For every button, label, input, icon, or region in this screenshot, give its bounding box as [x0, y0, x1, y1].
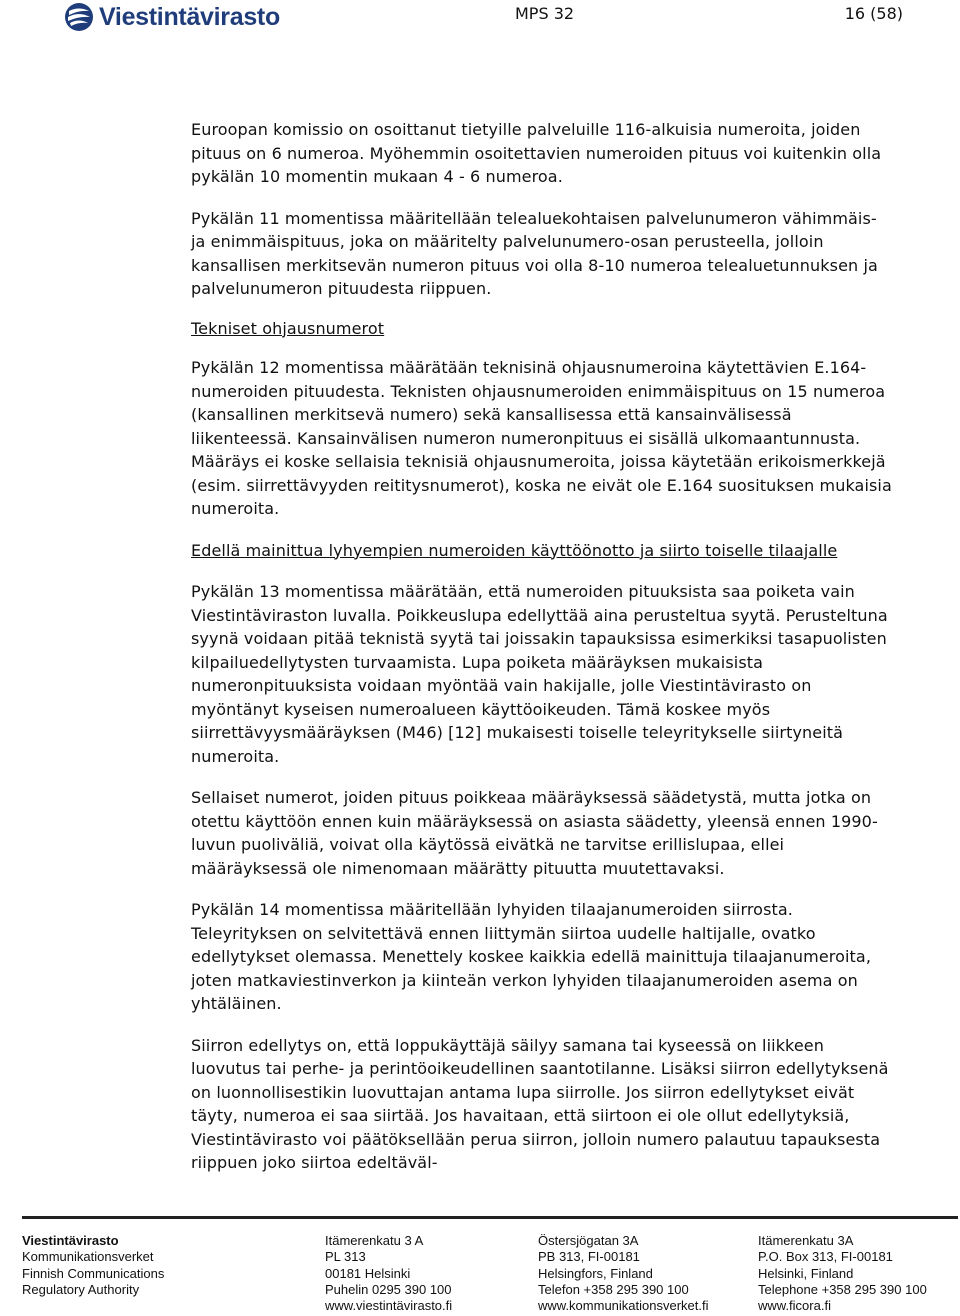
- paragraph-11-momentti: Pykälän 11 momentissa määritellään telealuekohtaisen palvelunumeron vähimmäis- ja enimmäispituus, joka on määritelty palvelunumero-osan perusteella, jolloin kansallisen merkitsevän numeron pituus voi olla 8-10 numeroa telealuetunnuksen ja palvelunumeron pituudesta riippuen.: [191, 208, 878, 298]
- footer-sv-phone: Telefon +358 295 390 100: [538, 1281, 689, 1297]
- footer-column-en: [758, 1233, 927, 1314]
- footer-en-street: Itämerenkatu 3A: [758, 1233, 854, 1248]
- footer-en-website[interactable]: www.ficora.fi: [758, 1298, 831, 1314]
- footer-sv-street: Östersjögatan 3A: [538, 1233, 639, 1248]
- footer-en-phone: Telephone +358 295 390 100: [758, 1281, 927, 1297]
- footer-fi-website[interactable]: www.viestintävirasto.fi: [325, 1298, 453, 1314]
- paragraph-13-momentti: Pykälän 13 momentissa määrätään, että numeroiden pituuksista saa poiketa vain Viestintäviraston luvalla. Poikkeuslupa edellyttää aina perusteltua syytä. Perusteltuna syynä voidaan pitää teknistä syytä tai joissakin tapauksissa esimerkiksi tasapuolisten kilpailuedellytysten turvaamista. Lupa poiketa määräyksen mukaisista numeronpituuksista voidaan myöntää vain hakijalle, jolle Viestintävirasto on myöntänyt kyseisen numeroalueen käyttöoikeuden. Tämä koskee myös siirrettävyysmääräyksen (M46) [12] mukaisesti toiselle teleyritykselle siirtyneitä numeroita.: [191, 582, 888, 766]
- footer-divider: [22, 1216, 958, 1219]
- footer-en-city: Helsinki, Finland: [758, 1265, 854, 1281]
- footer-agency-name: Viestintävirasto: [22, 1233, 119, 1248]
- document-body: [191, 118, 896, 1175]
- viestintavirasto-logo-icon: [64, 2, 94, 32]
- page-number: 16 (58): [844, 4, 903, 23]
- footer-fi-city: 00181 Helsinki: [325, 1265, 411, 1281]
- footer-fi-pobox: PL 313: [325, 1249, 366, 1265]
- footer-fi-phone: Puhelin 0295 390 100: [325, 1281, 452, 1297]
- footer-column-fi: [325, 1233, 452, 1314]
- paragraph-siirron-edellytys: Siirron edellytys on, että loppukäyttäjä säilyy samana tai kyseessä on liikkeen luovutus tai perhe- ja perintöoikeudellinen saantotilanne. Lisäksi siirron edellytyksenä on luonnollisestikin luovuttajan antama lupa siirrolle. Jos siirron edellytykset eivät täyty, numeroa ei saa siirtää. Jos havaitaan, että siirtoon ei ole ollut edellytyksiä, Viestintävirasto voi päätöksellään perua siirron, jolloin numero palautuu tapauksesta riippuen joko siirtoa edeltäväl-: [191, 1035, 889, 1172]
- footer-column-agency: [22, 1233, 164, 1298]
- logo: [64, 2, 280, 32]
- footer-agency-name-sv: Kommunikationsverket: [22, 1249, 154, 1265]
- footer-fi-street: Itämerenkatu 3 A: [325, 1233, 424, 1248]
- footer-en-pobox: P.O. Box 313, FI-00181: [758, 1249, 893, 1265]
- document-id: MPS 32: [515, 4, 575, 23]
- paragraph-14-momentti: Pykälän 14 momentissa määritellään lyhyiden tilaajanumeroiden siirrosta. Teleyrityksen on selvitettävä ennen liittymän siirtoa uudelle haltijalle, ovatko edellytykset olemassa. Menettely koskee kaikkia edellä mainittuja tilaajanumeroita, joten matkaviestinverkon ja kiinteän verkon lyhyiden tilaajanumeroiden asema on yhtäläinen.: [191, 900, 872, 1013]
- footer-agency-name-en-1: Finnish Communications: [22, 1265, 165, 1281]
- paragraph-12-momentti: Pykälän 12 momentissa määrätään teknisinä ohjausnumeroina käytettävien E.164-numeroiden pituudesta. Teknisten ohjausnumeroiden enimmäispituus on 15 numeroa (kansallinen merkitsevä numero) sekä kansallisessa että kansainvälisessä liikenteessä. Kansainvälisen numeron numeronpituus ei sisällä ulkomaantunnusta. Määräys ei koske sellaisia teknisiä ohjausnumeroita, joissa käytetään erikoismerkkejä (esim. siirrettävyyden reititysnumerot), koska ne eivät ole E.164 suosituksen mukaisia numeroita.: [191, 358, 892, 518]
- page-header: [0, 0, 960, 40]
- footer-sv-website[interactable]: www.kommunikationsverket.fi: [538, 1298, 709, 1314]
- footer-sv-city: Helsingfors, Finland: [538, 1265, 653, 1281]
- paragraph-sellaiset-numerot: Sellaiset numerot, joiden pituus poikkeaa määräyksessä säädetystä, mutta jotka on otettu käyttöön ennen kuin määräyksessä on asiasta säädetty, yleensä ennen 1990-luvun puoliväliä, voivat olla käytössä eivätkä ne tarvitse erillislupaa, ellei määräyksessä ole nimenomaan määrätty pituutta muutettavaksi.: [191, 788, 878, 878]
- footer-agency-name-en-2: Regulatory Authority: [22, 1281, 140, 1297]
- heading-tekniset-ohjausnumerot: Tekniset ohjausnumerot: [191, 318, 385, 338]
- heading-lyhyempien-numeroiden-kayttoonotto: Edellä mainittua lyhyempien numeroiden käyttöönotto ja siirto toiselle tilaajalle: [191, 540, 838, 560]
- paragraph-komissio: Euroopan komissio on osoittanut tietyille palveluille 116-alkuisia numeroita, joiden pituus on 6 numeroa. Myöhemmin osoitettavien numeroiden pituus voi kuitenkin olla pykälän 10 momentin mukaan 4 - 6 numeroa.: [191, 120, 882, 186]
- footer-column-sv: [538, 1233, 709, 1314]
- logo-text: Viestintävirasto: [99, 2, 280, 31]
- footer-sv-pobox: PB 313, FI-00181: [538, 1249, 640, 1265]
